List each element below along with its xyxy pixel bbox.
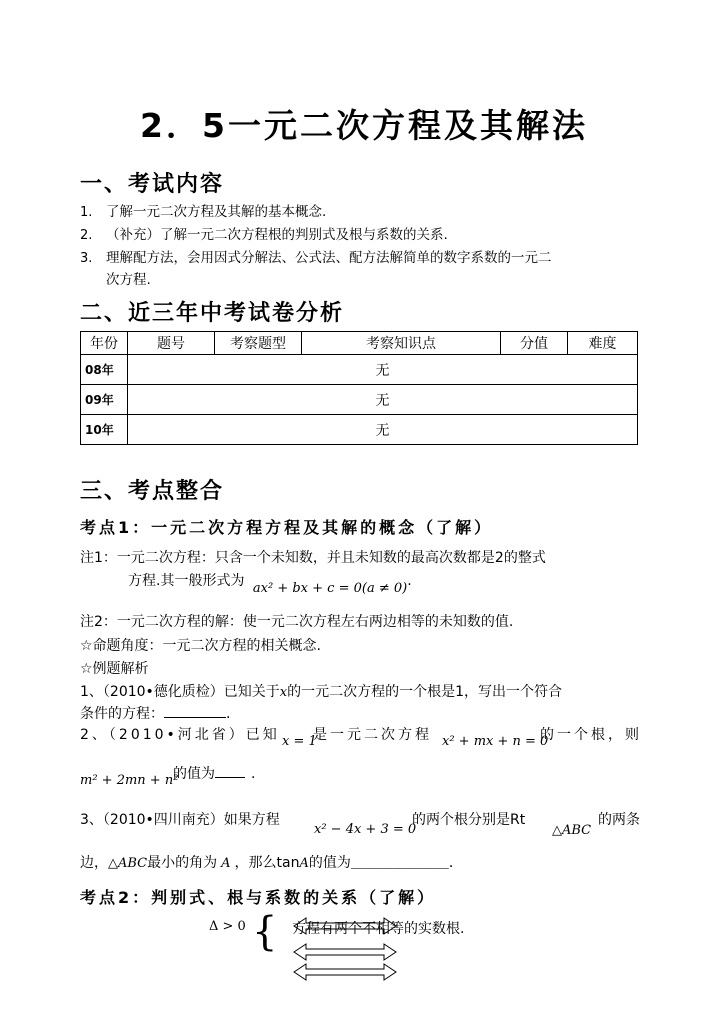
header-year: 年份 [81,332,128,355]
example-3-text-f: ，那么tan [234,855,300,871]
example-2-period: . [251,766,256,782]
note-1-period: . [407,573,412,589]
variable-x: x [279,685,288,700]
year-cell: 09年 [81,385,128,415]
note-1-text-2: 方程.其一般形式为 [128,573,245,589]
example-2-text-a: 2、（2010•河北省）已知 [80,727,280,743]
answer-blank[interactable] [215,777,245,778]
exam-analysis-table [80,331,638,445]
list-item-text: （补充）了解一元二次方程根的判别式及根与系数的关系. [106,227,448,243]
list-item-text: 了解一元二次方程及其解的基本概念. [106,204,327,220]
table-header-row [81,332,638,355]
double-arrow-icon [294,918,396,934]
example-heading: ☆例题解析 [80,661,149,677]
angle-a: A [299,856,309,871]
triangle-abc: △ABC [108,856,148,871]
example-2-line-2 [173,763,255,783]
delta-result: 方程有两个不相等的实数根. [292,921,465,937]
list-item [80,268,151,288]
year-cell: 08年 [81,355,128,385]
note-2-label: 注2： [80,614,117,630]
example-1-line-2 [80,703,230,723]
formula-quadratic: x² + mx + n = 0 [442,734,549,749]
example-3-line-2 [80,852,463,872]
example-2-text-b: 是一元二次方程 [313,727,432,743]
note-1 [80,547,546,567]
section-3-heading: 三、考点整合 [80,479,225,504]
kaodian-1-heading: 考点1：一元二次方程方程及其解的概念（了解） [80,518,494,537]
example-3-text-e: 最小的角为 [147,855,218,871]
angle-a: A [221,856,231,871]
table-row [81,355,638,385]
formula-x-equals-1: x = 1 [282,734,317,749]
list-item-text: 次方程. [106,272,151,288]
proposition-angle: ☆命题角度：一元二次方程的相关概念. [80,638,321,654]
header-question-number: 题号 [128,332,215,355]
section-2-heading: 二、近三年中考试卷分析 [80,301,345,326]
list-item-number: 1. [80,205,93,220]
content-cell: 无 [128,385,638,415]
note-1-line-2 [128,570,412,596]
year-cell: 10年 [81,415,128,445]
list-item [80,223,448,243]
note-2-text: 一元二次方程的解：使一元二次方程左右两边相等的未知数的值. [116,614,514,630]
section-1-heading: 一、考试内容 [80,172,225,197]
header-knowledge-point: 考察知识点 [302,332,501,355]
general-form-formula: ax² + bx + c = 0(a ≠ 0) [252,581,408,596]
example-3-text-a: 3、（2010•四川南充）如果方程 [80,812,280,828]
header-question-type: 考察题型 [215,332,302,355]
double-arrow-icon [294,964,396,980]
delta-condition: Δ > 0 [209,919,246,934]
example-3-text-b: 的两个根分别是Rt [412,812,526,828]
example-1-text-a: 1、（2010•德化质检）已知关于 [80,684,280,700]
header-difficulty: 难度 [568,332,638,355]
double-arrow-icons [292,914,402,986]
triangle-abc: △ABC [552,823,592,838]
formula-expression: m² + 2mn + n² [80,773,179,788]
list-item-number: 2. [80,228,93,243]
double-arrow-icon [294,944,396,960]
list-item-text: 理解配方法，会用因式分解法、公式法、配方法解简单的数字系数的一元二 [106,250,552,266]
example-1-text-c: 条件的方程： [80,706,164,722]
list-item [80,200,326,220]
list-item [80,246,552,266]
table-row [81,385,638,415]
example-3-text-g: 的值为＿＿＿＿＿＿＿． [308,855,463,871]
formula-equation: x² − 4x + 3 = 0 [314,822,417,837]
note-1-label: 注1： [80,550,117,566]
content-cell: 无 [128,415,638,445]
example-1-line-1 [80,681,562,701]
example-2-text-c: 的一个根，则 [540,727,642,743]
left-brace: { [252,909,278,955]
table-row [81,415,638,445]
note-2 [80,611,513,631]
example-3-text-c: 的两条 [598,812,640,828]
example-1-period: . [226,706,231,722]
example-2-text-d: 的值为 [173,766,215,782]
answer-blank[interactable] [164,717,226,718]
header-score: 分值 [501,332,568,355]
example-3-text-d: 边， [80,855,108,871]
list-item-number: 3. [80,251,93,266]
example-1-text-b: 的一元二次方程的一个根是1，写出一个符合 [287,684,563,700]
content-cell: 无 [128,355,638,385]
kaodian-2-heading: 考点2：判别式、根与系数的关系（了解） [80,888,437,907]
note-1-text: 一元二次方程：只含一个未知数，并且未知数的最高次数都是2的整式 [116,550,546,566]
page-title: 2．5一元二次方程及其解法 [140,106,588,145]
